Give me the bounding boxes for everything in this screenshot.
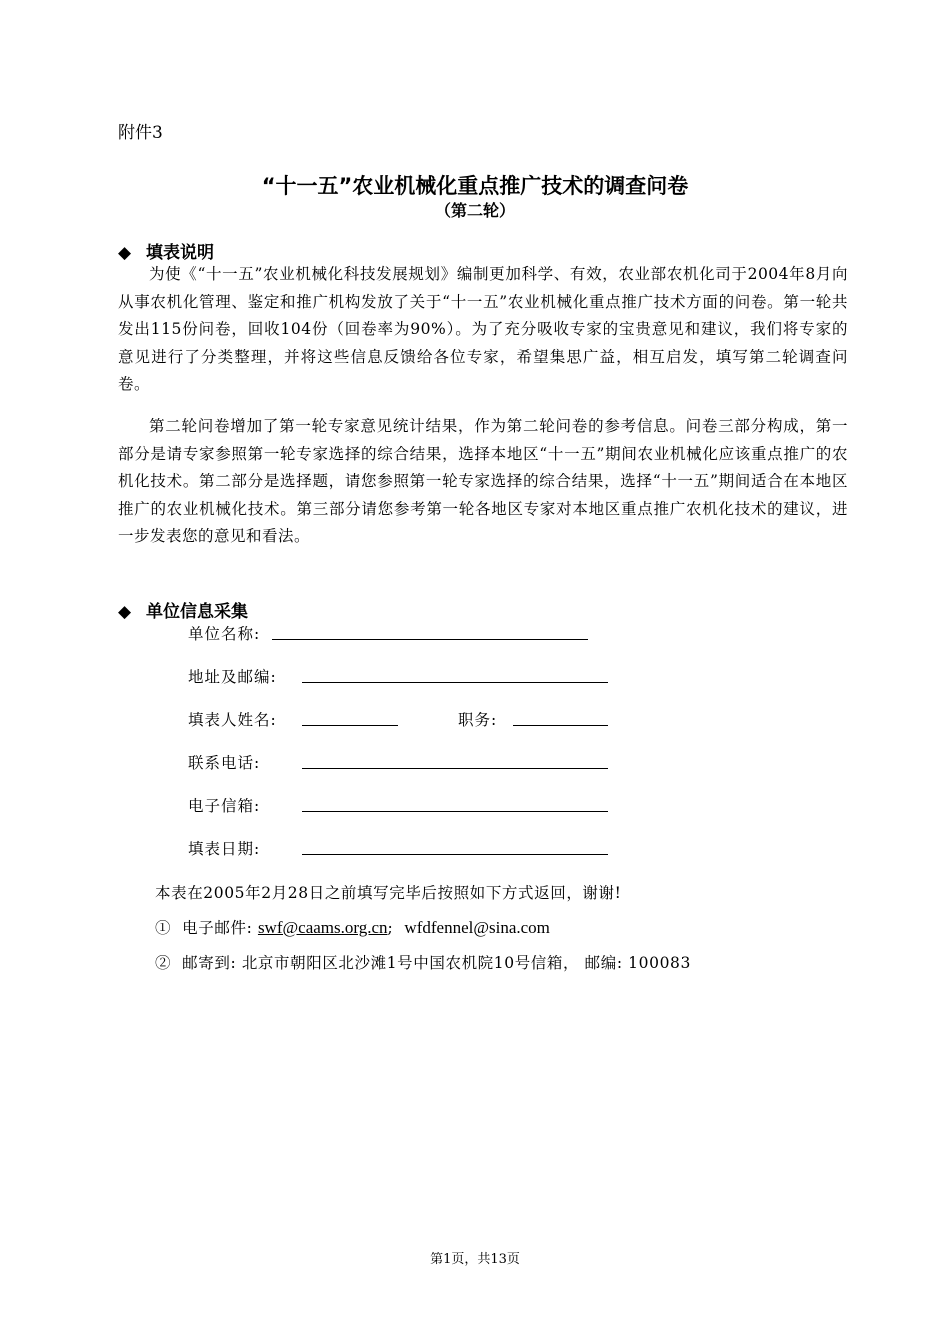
section-instructions-title: 填表说明 bbox=[146, 243, 214, 263]
page-footer: 第1页，共13页 bbox=[430, 1252, 520, 1267]
document-title: “十一五”农业机械化重点推广技术的调查问卷 bbox=[261, 174, 689, 198]
diamond-bullet-icon: ◆ bbox=[118, 602, 132, 622]
unit-name-field[interactable] bbox=[272, 639, 588, 640]
address-field[interactable] bbox=[302, 682, 608, 683]
paragraph-text: 为使《“十一五”农业机械化科技发展规划》编制更加科学、有效，农业部农机化司于2004年8月向从事农机化管理、鉴定和推广机构发放了关于“十一五”农业机械化重点推广技术方面的问卷。第一轮共发出115份问卷，回收104份（回卷率为90%）。为了充分吸收专家的宝贵意见和建议，我们将专家的意见进行了分类整理，并将这些信息反馈给各位专家，希望集思广益，相互启发，填写第二轮调查问卷。 bbox=[118, 265, 848, 393]
email-method-label: 电子邮件: bbox=[182, 919, 253, 937]
email-separator: ; bbox=[387, 919, 394, 937]
instructions-paragraph-2 bbox=[118, 413, 848, 551]
phone-label: 联系电话: bbox=[188, 754, 261, 772]
date-label: 填表日期: bbox=[188, 840, 261, 858]
email-label: 电子信箱: bbox=[188, 797, 261, 815]
return-email-line bbox=[155, 916, 550, 938]
person-name-label: 填表人姓名: bbox=[188, 711, 277, 729]
email-field[interactable] bbox=[302, 811, 608, 812]
return-mail-line bbox=[155, 951, 691, 973]
phone-field[interactable] bbox=[302, 768, 608, 769]
diamond-bullet-icon: ◆ bbox=[118, 243, 132, 263]
position-label: 职务: bbox=[458, 711, 498, 729]
address-label: 地址及邮编: bbox=[188, 668, 277, 686]
date-field[interactable] bbox=[302, 854, 608, 855]
instructions-paragraph-1 bbox=[118, 261, 848, 399]
unit-name-label: 单位名称: bbox=[188, 625, 261, 643]
primary-email-link[interactable]: swf@caams.org.cn bbox=[257, 918, 388, 937]
return-deadline-text: 本表在2005年2月28日之前填写完毕后按照如下方式返回，谢谢! bbox=[155, 884, 622, 902]
section-unit-info-title: 单位信息采集 bbox=[146, 602, 248, 622]
mail-address-text: 邮寄到: 北京市朝阳区北沙滩1号中国农机院10号信箱， 邮编: 100083 bbox=[182, 954, 691, 972]
document-subtitle: （第二轮） bbox=[434, 201, 515, 220]
section-unit-info-heading bbox=[118, 597, 248, 622]
attachment-label: 附件3 bbox=[118, 123, 163, 143]
circled-two-marker: ② bbox=[155, 954, 172, 972]
secondary-email-text: wfdfennel@sina.com bbox=[404, 918, 550, 937]
paragraph-text: 第二轮问卷增加了第一轮专家意见统计结果，作为第二轮问卷的参考信息。问卷三部分构成，第一部分是请专家参照第一轮专家选择的综合结果，选择本地区“十一五”期间农业机械化应该重点推广的农机化技术。第二部分是选择题，请您参照第一轮专家选择的综合结果，选择“十一五”期间适合在本地区推广的农业机械化技术。第三部分请您参考第一轮各地区专家对本地区重点推广农机化技术的建议，进一步发表您的意见和看法。 bbox=[118, 417, 848, 545]
section-instructions-heading bbox=[118, 238, 214, 263]
person-name-field[interactable] bbox=[302, 725, 398, 726]
circled-one-marker: ① bbox=[155, 919, 172, 937]
position-field[interactable] bbox=[513, 725, 608, 726]
